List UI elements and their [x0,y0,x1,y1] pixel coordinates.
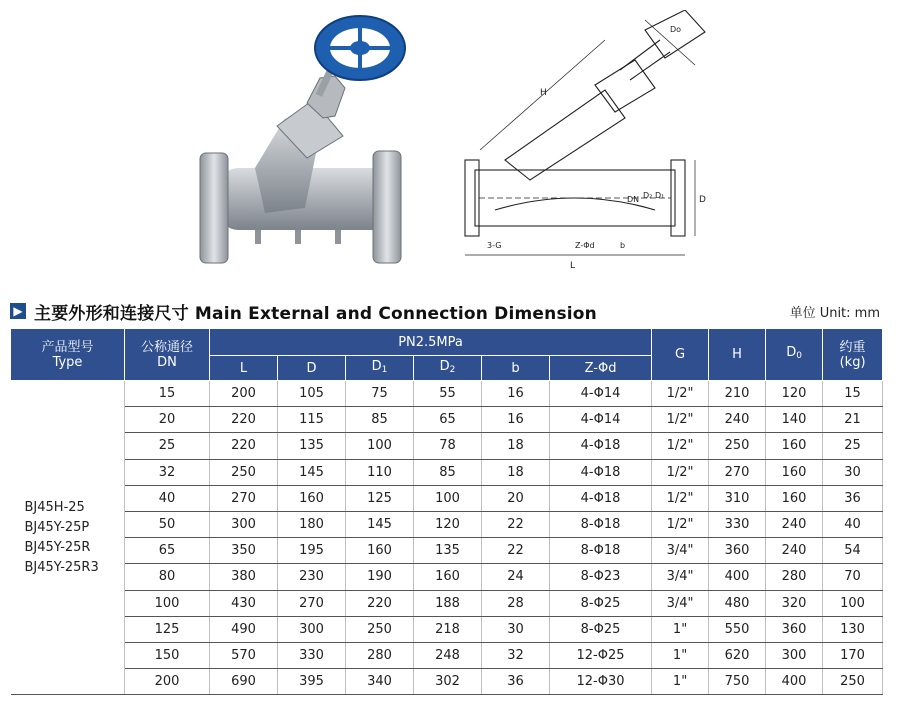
cell-h: 310 [709,485,766,511]
cell-weight: 100 [823,590,883,616]
header-h: H [709,329,766,381]
cell-b: 24 [482,564,550,590]
cell-h: 620 [709,642,766,668]
cell-l: 380 [210,564,278,590]
cell-d2: 55 [414,381,482,407]
cell-d2: 135 [414,538,482,564]
cell-l: 300 [210,511,278,537]
dim-label-DN: DN [627,195,640,204]
cell-dn: 15 [125,381,210,407]
cell-d: 395 [278,669,346,695]
cell-d0: 320 [766,590,823,616]
cell-dn: 100 [125,590,210,616]
cell-dn: 40 [125,485,210,511]
cell-h: 240 [709,407,766,433]
cell-zd: 8-Φ25 [550,616,652,642]
cell-zd: 8-Φ25 [550,590,652,616]
unit-label: 单位 Unit: mm [789,306,880,321]
cell-l: 220 [210,407,278,433]
cell-g: 1" [652,642,709,668]
section-title: 主要外形和连接尺寸 Main External and Connection Dimension [34,303,597,324]
cell-zd: 12-Φ30 [550,669,652,695]
header-d0: $D_0$ [766,329,823,381]
cell-l: 250 [210,459,278,485]
header-zd: Z-Φd [550,356,652,381]
header-b: b [482,356,550,381]
cell-zd: 4-Φ18 [550,485,652,511]
cell-h: 330 [709,511,766,537]
cell-d0: 160 [766,485,823,511]
cell-d1: 220 [346,590,414,616]
header-g: G [652,329,709,381]
cell-d0: 160 [766,459,823,485]
cell-d2: 248 [414,642,482,668]
type-models-cell: BJ45H-25 BJ45Y-25P BJ45Y-25R BJ45Y-25R3 [11,381,125,695]
cell-h: 550 [709,616,766,642]
cell-d0: 240 [766,538,823,564]
cell-d1: 85 [346,407,414,433]
cell-zd: 8-Φ23 [550,564,652,590]
table-row [11,485,883,511]
cell-d: 230 [278,564,346,590]
cell-h: 210 [709,381,766,407]
cell-zd: 12-Φ25 [550,642,652,668]
cell-b: 20 [482,485,550,511]
valve-technical-drawing [455,10,715,272]
cell-d0: 360 [766,616,823,642]
cell-zd: 4-Φ14 [550,381,652,407]
cell-d1: 100 [346,433,414,459]
cell-d: 300 [278,616,346,642]
cell-g: 1/2" [652,407,709,433]
cell-d2: 160 [414,564,482,590]
cell-d0: 300 [766,642,823,668]
cell-d2: 85 [414,459,482,485]
cell-weight: 30 [823,459,883,485]
table-row [11,616,883,642]
cell-zd: 8-Φ18 [550,511,652,537]
table-row [11,642,883,668]
cell-l: 220 [210,433,278,459]
cell-dn: 20 [125,407,210,433]
cell-weight: 40 [823,511,883,537]
section-heading [10,300,597,322]
cell-b: 18 [482,433,550,459]
cell-d: 135 [278,433,346,459]
cell-h: 480 [709,590,766,616]
cell-d2: 120 [414,511,482,537]
header-d: D [278,356,346,381]
dim-label-L: L [570,261,576,271]
cell-d2: 218 [414,616,482,642]
table-row [11,381,883,407]
cell-h: 360 [709,538,766,564]
dim-label-D1: D₁ [655,191,665,200]
table-row [11,511,883,537]
header-dn: 公称通径 DN [125,329,210,381]
cell-zd: 8-Φ18 [550,538,652,564]
cell-d2: 78 [414,433,482,459]
cell-d0: 120 [766,381,823,407]
cell-d1: 75 [346,381,414,407]
cell-b: 22 [482,538,550,564]
cell-d: 160 [278,485,346,511]
cell-d2: 302 [414,669,482,695]
cell-l: 200 [210,381,278,407]
valve-photo [195,8,420,270]
cell-dn: 25 [125,433,210,459]
cell-weight: 130 [823,616,883,642]
cell-d: 270 [278,590,346,616]
cell-d: 330 [278,642,346,668]
cell-g: 1/2" [652,459,709,485]
cell-l: 270 [210,485,278,511]
cell-zd: 4-Φ14 [550,407,652,433]
table-row [11,669,883,695]
cell-weight: 15 [823,381,883,407]
cell-b: 30 [482,616,550,642]
table-row [11,407,883,433]
header-pressure: PN2.5MPa [210,329,652,356]
dimension-table [10,328,883,695]
cell-l: 350 [210,538,278,564]
cell-b: 16 [482,407,550,433]
table-row [11,564,883,590]
table-row [11,459,883,485]
cell-weight: 36 [823,485,883,511]
cell-d0: 400 [766,669,823,695]
cell-d: 115 [278,407,346,433]
cell-d1: 110 [346,459,414,485]
cell-zd: 4-Φ18 [550,433,652,459]
cell-d1: 125 [346,485,414,511]
cell-weight: 25 [823,433,883,459]
cell-l: 690 [210,669,278,695]
cell-dn: 32 [125,459,210,485]
cell-d: 195 [278,538,346,564]
header-type: 产品型号 Type [11,329,125,381]
cell-dn: 200 [125,669,210,695]
cell-b: 32 [482,642,550,668]
cell-l: 570 [210,642,278,668]
cell-g: 3/4" [652,538,709,564]
cell-g: 1" [652,616,709,642]
header-d1: $D_1$ [346,356,414,381]
cell-g: 1/2" [652,433,709,459]
cell-h: 250 [709,433,766,459]
cell-weight: 70 [823,564,883,590]
dim-label-D: D [699,195,706,205]
cell-weight: 21 [823,407,883,433]
cell-weight: 170 [823,642,883,668]
cell-g: 3/4" [652,564,709,590]
table-row [11,538,883,564]
dim-label-Zd: Z-Φd [575,241,595,250]
cell-d2: 65 [414,407,482,433]
cell-d1: 340 [346,669,414,695]
cell-b: 36 [482,669,550,695]
cell-g: 1/2" [652,381,709,407]
cell-d1: 190 [346,564,414,590]
cell-d0: 140 [766,407,823,433]
cell-d2: 188 [414,590,482,616]
cell-l: 490 [210,616,278,642]
cell-b: 28 [482,590,550,616]
dim-label-H: H [540,88,547,98]
cell-b: 18 [482,459,550,485]
table-row [11,433,883,459]
cell-d1: 250 [346,616,414,642]
cell-dn: 150 [125,642,210,668]
cell-h: 270 [709,459,766,485]
cell-d0: 280 [766,564,823,590]
cell-weight: 250 [823,669,883,695]
cell-dn: 65 [125,538,210,564]
cell-h: 400 [709,564,766,590]
cell-b: 16 [482,381,550,407]
cell-g: 1/2" [652,511,709,537]
cell-d: 180 [278,511,346,537]
cell-g: 3/4" [652,590,709,616]
cell-zd: 4-Φ18 [550,459,652,485]
cell-d: 105 [278,381,346,407]
cell-g: 1" [652,669,709,695]
cell-d0: 160 [766,433,823,459]
dim-label-Do: Do [670,25,682,34]
cell-h: 750 [709,669,766,695]
cell-d0: 240 [766,511,823,537]
header-l: L [210,356,278,381]
dim-label-D2: D₂ [643,191,653,200]
cell-d1: 280 [346,642,414,668]
dim-label-G: 3-G [487,241,502,250]
table-row [11,590,883,616]
cell-b: 22 [482,511,550,537]
cell-dn: 80 [125,564,210,590]
cell-weight: 54 [823,538,883,564]
dim-label-b: b [620,241,626,250]
header-d2: $D_2$ [414,356,482,381]
header-weight: 约重 (kg) [823,329,883,381]
cell-dn: 125 [125,616,210,642]
table-body [11,381,883,695]
cell-g: 1/2" [652,485,709,511]
arrow-right-icon: ▶ [10,303,26,319]
cell-d: 145 [278,459,346,485]
cell-dn: 50 [125,511,210,537]
cell-d2: 100 [414,485,482,511]
cell-d1: 145 [346,511,414,537]
cell-d1: 160 [346,538,414,564]
cell-l: 430 [210,590,278,616]
